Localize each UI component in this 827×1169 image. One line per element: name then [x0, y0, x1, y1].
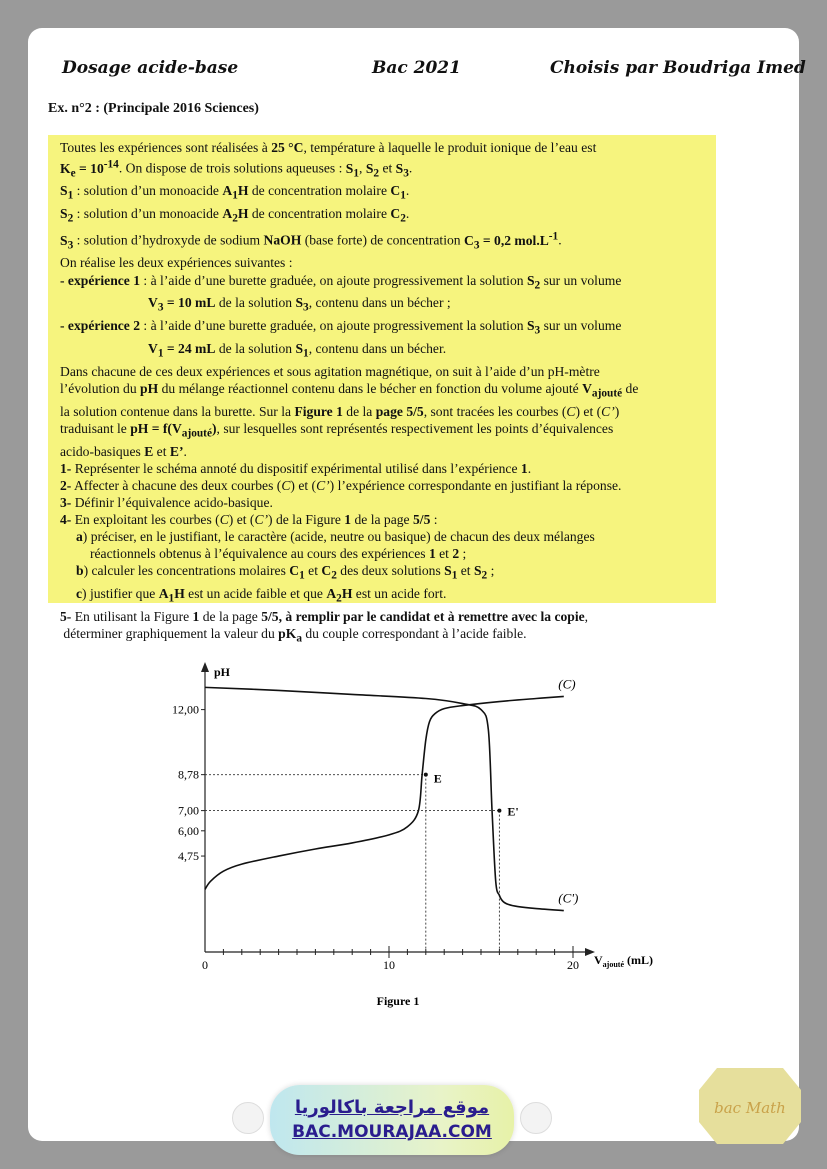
curve-c-prime-label: (C') [558, 890, 579, 906]
figure-caption: Figure 1 [376, 994, 420, 1008]
header-author: Choisis par Boudriga Imed [550, 58, 806, 78]
x-tick-label: 0 [202, 958, 208, 972]
x-axis-label [594, 953, 653, 969]
equivalence-point [424, 773, 428, 777]
y-tick-label: 12,00 [172, 702, 199, 717]
banner-arabic-title[interactable]: موقع مراجعة باكالوريا [294, 1097, 490, 1118]
site-logo-right [520, 1102, 552, 1134]
bac-math-badge [697, 1066, 803, 1146]
point-e-label: E [433, 771, 442, 786]
y-axis-arrow [201, 662, 209, 672]
x-tick-label: 10 [383, 958, 395, 972]
y-tick-label: 6,00 [178, 823, 199, 838]
svg-text:Vajouté (mL): $V_{ajouté}$ (mL) [594, 953, 653, 969]
curve-c-prime [205, 687, 564, 910]
badge-text: bac Math [714, 1099, 786, 1117]
header-year: Bac 2021 [372, 58, 461, 78]
exercise-title: Ex. n°2 : (Principale 2016 Sciences) [48, 101, 259, 116]
site-logo-left [232, 1102, 264, 1134]
y-axis-label: pH [214, 665, 231, 679]
site-banner[interactable] [270, 1085, 514, 1155]
y-tick-label: 8,78 [178, 767, 199, 782]
curve-c-label: (C) [558, 676, 576, 692]
curve-c [205, 696, 564, 889]
equivalence-point [497, 809, 501, 813]
x-tick-label: 20 [567, 958, 579, 972]
figure-1-chart [150, 650, 670, 1008]
banner-url[interactable]: BAC.MOURAJAA.COM [292, 1122, 492, 1142]
point-e-prime-label: E' [507, 804, 519, 819]
y-tick-label: 4,75 [178, 849, 199, 864]
y-tick-label: 7,00 [178, 803, 199, 818]
header-topic: Dosage acide-base [62, 58, 239, 78]
titration-curves-svg [150, 650, 670, 1008]
exercise-statement: Toutes les expériences sont réalisées à 25 °C, température à laquelle le produit ionique de l’eau est $K_e = 10^{-14}$. On dispose de trois solutions aqueuses : $S_1$, $S_2$ et $S_3$. $S_1$ : solution d’un monoacide $A_1H$ de concentration molaire $C_1$. $S_2$ : solution d’un monoacide $A_2H$ de concentration molaire $C_2$. $S_3$ : solution d’hydroxyde de sodium NaOH (base forte) de concentration $C_3 = 0,2$ $mol.L^{-1}$. On réalise les deux expériences suivantes : - expérience 1 : à l’aide d’une burette graduée, on ajoute progressivement la solution $S_2$ sur un volume $V_3 = 10$ mL de la solution $S_3$, contenu dans un bécher ; - expérience 2 : à l’aide d’une burette graduée, on ajoute progressivement la solution $S_3$ sur un volume $V_1 = 24$ mL de la solution $S_1$, contenu dans un bécher. Dans chacune de ces deux expériences et sous agitation magnétique, on suit à l’aide d’un pH-mètre l’évolution du pH du mélange réactionnel contenu dans le bécher en fonction du volume ajouté $V_{ajouté}$ de la solution contenue dans la burette. Sur la Figure 1 de la page 5/5, sont tracées les courbes (C) et (C’) traduisant le pH = $f(V_{ajouté})$, sur lesquelles sont représentés respectivement les points d’équivalences acido-basiques E et E’. 1- Représenter le schéma annoté du dispositif expérimental utilisé dans l’expérience 1. 2- Affecter à chacune des deux courbes (C) et (C’) l’expérience correspondante en justifiant la réponse. 3- Définir l’équivalence acido-basique. 4- En exploitant les courbes (C) et (C’) de la Figure 1 de la page 5/5 : a) préciser, en le justifiant, le caractère (acide, neutre ou basique) de chacun des deux mélanges réactionnels obtenus à l’équivalence au cours des expériences 1 et 2 ; b) calculer les concentrations molaires $C_1$ et $C_2$ des deux solutions $S_1$ et $S_2$ ; c) justifier que $A_1H$ est un acide faible et que $A_2H$ est un acide fort. 5- En utilisant la Figure 1 de la page 5/5, à remplir par le candidat et à remettre avec la copie, déterminer graphiquement la valeur du $pK_a$ du couple correspondant à l’acide faible. [48, 135, 716, 603]
